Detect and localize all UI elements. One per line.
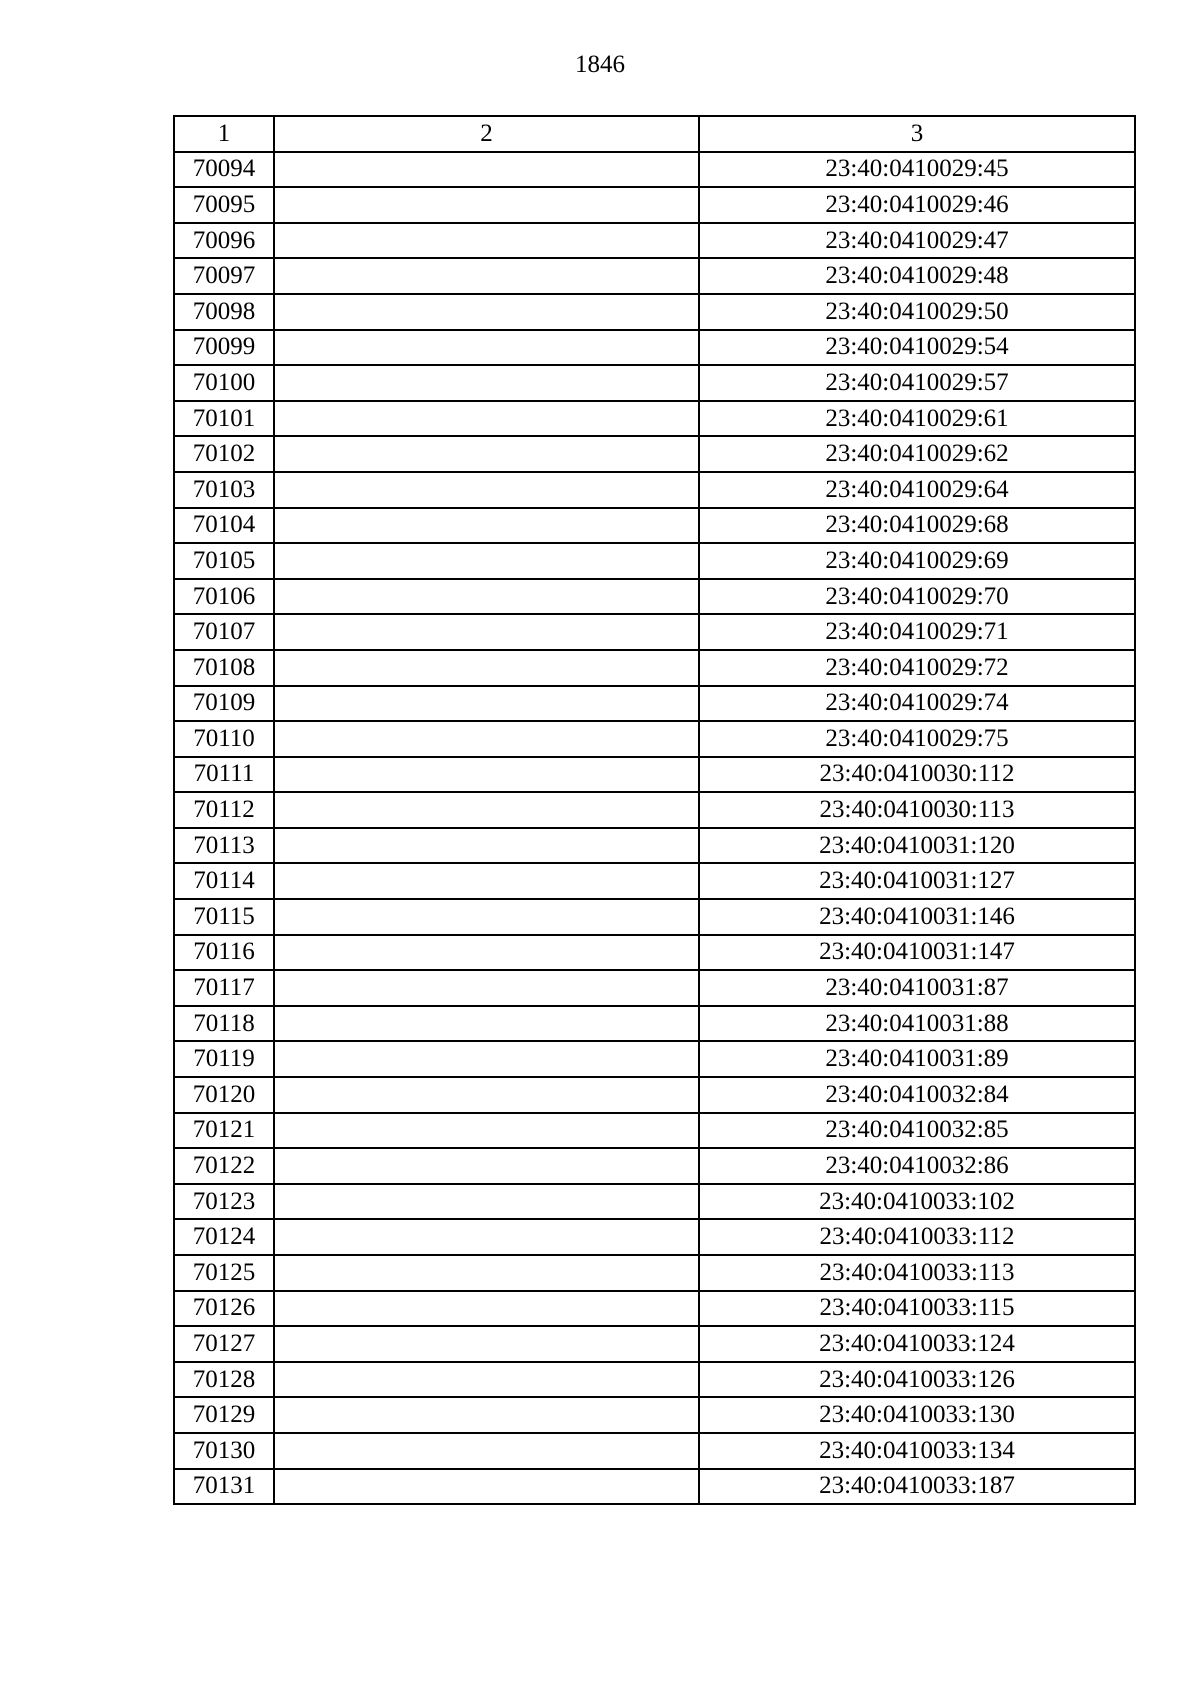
table-row <box>174 1291 1135 1327</box>
table-row <box>174 1148 1135 1184</box>
description-cell <box>274 436 699 472</box>
row-number-cell: 70117 <box>174 970 274 1006</box>
table-row <box>174 1041 1135 1077</box>
cadastral-number-cell: 23:40:0410032:86 <box>699 1148 1135 1184</box>
description-cell <box>274 1077 699 1113</box>
table-row <box>174 543 1135 579</box>
description-cell <box>274 1433 699 1469</box>
cadastral-number-cell: 23:40:0410029:61 <box>699 401 1135 437</box>
cadastral-number-cell: 23:40:0410033:115 <box>699 1291 1135 1327</box>
cadastral-number-cell: 23:40:0410033:113 <box>699 1255 1135 1291</box>
row-number-cell: 70112 <box>174 792 274 828</box>
table-row <box>174 1184 1135 1220</box>
table-row <box>174 757 1135 793</box>
description-cell <box>274 686 699 722</box>
table-row <box>174 1219 1135 1255</box>
row-number-cell: 70116 <box>174 935 274 971</box>
description-cell <box>274 757 699 793</box>
table-row <box>174 1433 1135 1469</box>
cadastral-number-cell: 23:40:0410030:113 <box>699 792 1135 828</box>
table-row <box>174 1397 1135 1433</box>
row-number-cell: 70119 <box>174 1041 274 1077</box>
description-cell <box>274 187 699 223</box>
table-row <box>174 863 1135 899</box>
cadastral-number-cell: 23:40:0410031:127 <box>699 863 1135 899</box>
cadastral-number-cell: 23:40:0410029:75 <box>699 721 1135 757</box>
cadastral-number-cell: 23:40:0410033:102 <box>699 1184 1135 1220</box>
description-cell <box>274 970 699 1006</box>
table-header-row <box>174 116 1135 152</box>
description-cell <box>274 650 699 686</box>
description-cell <box>274 1041 699 1077</box>
cadastral-number-cell: 23:40:0410031:146 <box>699 899 1135 935</box>
row-number-cell: 70103 <box>174 472 274 508</box>
row-number-cell: 70115 <box>174 899 274 935</box>
cadastral-number-cell: 23:40:0410029:57 <box>699 365 1135 401</box>
table-row <box>174 935 1135 971</box>
table-row <box>174 508 1135 544</box>
cadastral-number-cell: 23:40:0410029:74 <box>699 686 1135 722</box>
row-number-cell: 70131 <box>174 1469 274 1505</box>
table-row <box>174 258 1135 294</box>
row-number-cell: 70129 <box>174 1397 274 1433</box>
table-row <box>174 970 1135 1006</box>
row-number-cell: 70104 <box>174 508 274 544</box>
table-row <box>174 828 1135 864</box>
description-cell <box>274 1148 699 1184</box>
table-body <box>174 152 1135 1505</box>
cadastral-number-cell: 23:40:0410032:85 <box>699 1113 1135 1149</box>
row-number-cell: 70118 <box>174 1006 274 1042</box>
row-number-cell: 70128 <box>174 1362 274 1398</box>
page-number: 1846 <box>575 51 625 78</box>
table-row <box>174 1326 1135 1362</box>
cadastral-number-cell: 23:40:0410031:88 <box>699 1006 1135 1042</box>
cadastral-number-cell: 23:40:0410030:112 <box>699 757 1135 793</box>
row-number-cell: 70107 <box>174 614 274 650</box>
row-number-cell: 70098 <box>174 294 274 330</box>
description-cell <box>274 152 699 188</box>
table-row <box>174 614 1135 650</box>
table-row <box>174 1077 1135 1113</box>
cadastral-number-cell: 23:40:0410029:69 <box>699 543 1135 579</box>
cadastral-number-cell: 23:40:0410029:47 <box>699 223 1135 259</box>
row-number-cell: 70101 <box>174 401 274 437</box>
cadastral-number-cell: 23:40:0410029:68 <box>699 508 1135 544</box>
row-number-cell: 70102 <box>174 436 274 472</box>
column-header-1: 1 <box>174 116 274 152</box>
table-row <box>174 294 1135 330</box>
description-cell <box>274 258 699 294</box>
cadastral-number-cell: 23:40:0410033:130 <box>699 1397 1135 1433</box>
cadastral-number-cell: 23:40:0410033:112 <box>699 1219 1135 1255</box>
table-row <box>174 187 1135 223</box>
table-row <box>174 1006 1135 1042</box>
table-row <box>174 365 1135 401</box>
table-row <box>174 1469 1135 1505</box>
description-cell <box>274 1362 699 1398</box>
description-cell <box>274 1291 699 1327</box>
row-number-cell: 70121 <box>174 1113 274 1149</box>
row-number-cell: 70097 <box>174 258 274 294</box>
description-cell <box>274 1326 699 1362</box>
cadastral-number-cell: 23:40:0410029:71 <box>699 614 1135 650</box>
column-header-3: 3 <box>699 116 1135 152</box>
row-number-cell: 70125 <box>174 1255 274 1291</box>
cadastral-number-cell: 23:40:0410033:126 <box>699 1362 1135 1398</box>
row-number-cell: 70114 <box>174 863 274 899</box>
description-cell <box>274 863 699 899</box>
table-row <box>174 223 1135 259</box>
description-cell <box>274 472 699 508</box>
description-cell <box>274 1219 699 1255</box>
cadastral-number-cell: 23:40:0410031:120 <box>699 828 1135 864</box>
row-number-cell: 70095 <box>174 187 274 223</box>
row-number-cell: 70094 <box>174 152 274 188</box>
table-row <box>174 721 1135 757</box>
table-row <box>174 1362 1135 1398</box>
description-cell <box>274 294 699 330</box>
description-cell <box>274 899 699 935</box>
row-number-cell: 70113 <box>174 828 274 864</box>
row-number-cell: 70123 <box>174 1184 274 1220</box>
row-number-cell: 70120 <box>174 1077 274 1113</box>
table-row <box>174 899 1135 935</box>
cadastral-number-cell: 23:40:0410033:187 <box>699 1469 1135 1505</box>
cadastral-number-cell: 23:40:0410029:48 <box>699 258 1135 294</box>
description-cell <box>274 543 699 579</box>
row-number-cell: 70127 <box>174 1326 274 1362</box>
cadastral-number-cell: 23:40:0410029:72 <box>699 650 1135 686</box>
row-number-cell: 70126 <box>174 1291 274 1327</box>
cadastral-number-cell: 23:40:0410029:54 <box>699 330 1135 366</box>
cadastral-number-cell: 23:40:0410033:124 <box>699 1326 1135 1362</box>
description-cell <box>274 1397 699 1433</box>
description-cell <box>274 792 699 828</box>
table-row <box>174 686 1135 722</box>
row-number-cell: 70111 <box>174 757 274 793</box>
table-row <box>174 650 1135 686</box>
row-number-cell: 70108 <box>174 650 274 686</box>
cadastral-number-cell: 23:40:0410032:84 <box>699 1077 1135 1113</box>
cadastral-number-cell: 23:40:0410029:50 <box>699 294 1135 330</box>
cadastral-number-cell: 23:40:0410029:64 <box>699 472 1135 508</box>
row-number-cell: 70099 <box>174 330 274 366</box>
description-cell <box>274 1469 699 1505</box>
description-cell <box>274 401 699 437</box>
row-number-cell: 70109 <box>174 686 274 722</box>
row-number-cell: 70106 <box>174 579 274 615</box>
row-number-cell: 70122 <box>174 1148 274 1184</box>
table-row <box>174 401 1135 437</box>
description-cell <box>274 935 699 971</box>
table-row <box>174 330 1135 366</box>
column-header-2: 2 <box>274 116 699 152</box>
cadastral-number-cell: 23:40:0410029:70 <box>699 579 1135 615</box>
row-number-cell: 70105 <box>174 543 274 579</box>
table-row <box>174 1255 1135 1291</box>
row-number-cell: 70124 <box>174 1219 274 1255</box>
cadastral-number-cell: 23:40:0410031:147 <box>699 935 1135 971</box>
description-cell <box>274 508 699 544</box>
row-number-cell: 70130 <box>174 1433 274 1469</box>
description-cell <box>274 1255 699 1291</box>
cadastral-number-cell: 23:40:0410029:62 <box>699 436 1135 472</box>
description-cell <box>274 330 699 366</box>
description-cell <box>274 614 699 650</box>
description-cell <box>274 721 699 757</box>
cadastral-number-cell: 23:40:0410031:89 <box>699 1041 1135 1077</box>
row-number-cell: 70096 <box>174 223 274 259</box>
register-table <box>173 115 1136 1505</box>
table-row <box>174 792 1135 828</box>
table-row <box>174 1113 1135 1149</box>
cadastral-number-cell: 23:40:0410031:87 <box>699 970 1135 1006</box>
row-number-cell: 70110 <box>174 721 274 757</box>
table-row <box>174 152 1135 188</box>
cadastral-number-cell: 23:40:0410033:134 <box>699 1433 1135 1469</box>
table-row <box>174 436 1135 472</box>
cadastral-number-cell: 23:40:0410029:46 <box>699 187 1135 223</box>
cadastral-number-cell: 23:40:0410029:45 <box>699 152 1135 188</box>
description-cell <box>274 1184 699 1220</box>
row-number-cell: 70100 <box>174 365 274 401</box>
description-cell <box>274 1113 699 1149</box>
description-cell <box>274 828 699 864</box>
description-cell <box>274 223 699 259</box>
description-cell <box>274 579 699 615</box>
table-row <box>174 472 1135 508</box>
description-cell <box>274 1006 699 1042</box>
description-cell <box>274 365 699 401</box>
table-row <box>174 579 1135 615</box>
